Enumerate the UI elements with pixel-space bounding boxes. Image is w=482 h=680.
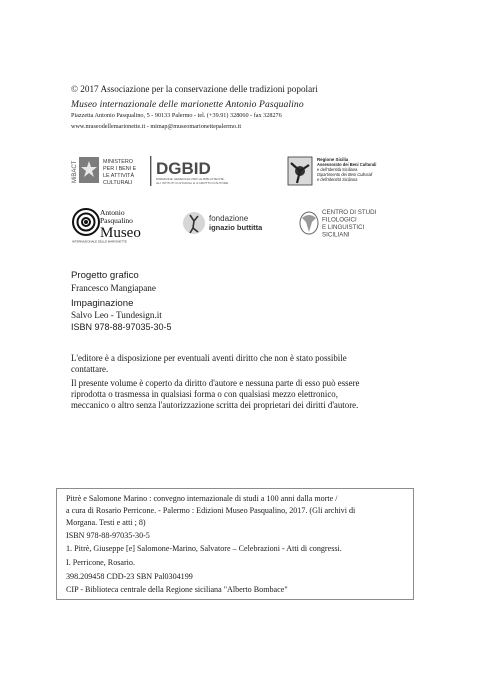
museo-pasqualino: Pasqualino [100, 216, 133, 225]
mibact-dgbid-logo [70, 153, 258, 189]
copyright-notice-line-2: riprodotta o trasmessa in qualsiasi forma o con qualsiasi mezzo elettronico, [71, 389, 338, 399]
dgbid-text: DGBID [156, 159, 211, 178]
centro-studi-logo [298, 206, 398, 240]
mibact-line-1: MINISTERO [103, 159, 133, 165]
cip-editor: I. Perricone, Rosario. [66, 558, 136, 567]
mibact-side-text: MiBACT [72, 160, 78, 183]
cip-classification: 398.209458 CDD-23 SBN Pal0304199 [66, 572, 193, 581]
centro-line-4: SICILIANI [322, 231, 350, 239]
copyright-notice-line-3: meccanico o altro senza l'autorizzazione scritta dei proprietari dei diritti d'autore. [71, 400, 359, 410]
design-label: Progetto grafico [71, 270, 139, 281]
museo-word: Museo [100, 225, 141, 241]
regione-line-1: Regione Sicilia [317, 157, 349, 162]
spiral-icon [73, 209, 99, 235]
star-emblem-icon [79, 157, 99, 183]
mibact-line-4: CULTURALI [103, 180, 133, 186]
regione-line-5: e dell'Identità Siciliana [317, 177, 358, 182]
regione-line-3: e dell'Identità Siciliana [317, 167, 358, 172]
cip-subject: 1. Pitrè, Giuseppe [e] Salomone-Marino, Salvatore – Celebrazioni - Atti di congressi. [66, 544, 342, 553]
centro-line-1: CENTRO DI STUDI [322, 209, 377, 216]
museo-antonio: Antonio [100, 208, 125, 217]
cip-line-1: Pitrè e Salomone Marino : convegno internazionale di studi a 100 anni dalla morte / [66, 494, 338, 503]
dgbid-sub-2: GLI ISTITUTI CULTURALI E IL DIRITTO D'AUTORE [156, 181, 229, 185]
layout-name: Salvo Leo - Tundesign.it [71, 310, 162, 320]
isbn-line: ISBN 978-88-97035-30-5 [71, 322, 172, 332]
buttitta-line-2: ignazio buttitta [209, 223, 263, 232]
cip-library: CIP - Biblioteca centrale della Regione siciliana "Alberto Bombace" [66, 585, 288, 594]
copyright-line: © 2017 Associazione per la conservazione delle tradizioni popolari [71, 84, 318, 94]
copyright-notice-line-1: Il presente volume è coperto da diritto d'autore e nessuna parte di esso può essere [71, 378, 360, 388]
rights-notice-line-2: contattare. [71, 364, 109, 374]
trinacria-icon [288, 157, 312, 185]
cip-line-3: Morgana. Testi e atti ; 8) [66, 518, 146, 527]
regione-line-4: Dipartimento dei Beni Culturali [317, 172, 373, 177]
design-name: Francesco Mangiapane [71, 283, 156, 293]
dancer-icon [183, 212, 205, 234]
cip-isbn: ISBN 978-88-97035-30-5 [66, 531, 150, 540]
layout-label: Impaginazione [71, 298, 134, 309]
logo-divider [150, 156, 151, 186]
web-line: www.museodellemarionette.it - mimap@museomarionettepalermo.it [71, 123, 242, 130]
buttitta-line-1: fondazione [209, 214, 249, 223]
museo-pasqualino-logo [70, 204, 156, 244]
centro-line-3: E LINGUISTICI [322, 224, 365, 231]
regione-line-2: Assessorato dei Beni Culturali [317, 162, 377, 167]
museo-sub: INTERNAZIONALE DELLE MARIONETTE [72, 239, 127, 244]
museum-name: Museo internazionale delle marionette Antonio Pasqualino [71, 99, 304, 110]
regione-sicilia-logo [287, 155, 397, 191]
mibact-line-3: LE ATTIVITÀ [103, 173, 135, 179]
rights-notice-line-1: L'editore è a disposizione per eventuali aventi diritto che non è stato possibile [71, 353, 347, 363]
fondazione-buttitta-logo [182, 209, 282, 237]
centro-line-2: FILOLOGICI [322, 216, 357, 224]
eagle-crest-icon [300, 212, 318, 234]
cip-line-2: a cura di Rosario Perricone. - Palermo : Edizioni Museo Pasqualino, 2017. (Gli archivi di [66, 506, 356, 515]
address-line: Piazzetta Antonio Pasqualino, 5 - 90133 Palermo - tel. (+39.91) 328060 - fax 328276 [71, 112, 282, 119]
dgbid-sub-1: DIREZIONE GENERALE PER LE BIBLIOTECHE, [156, 177, 225, 181]
mibact-line-2: PER I BENI E [103, 166, 137, 172]
